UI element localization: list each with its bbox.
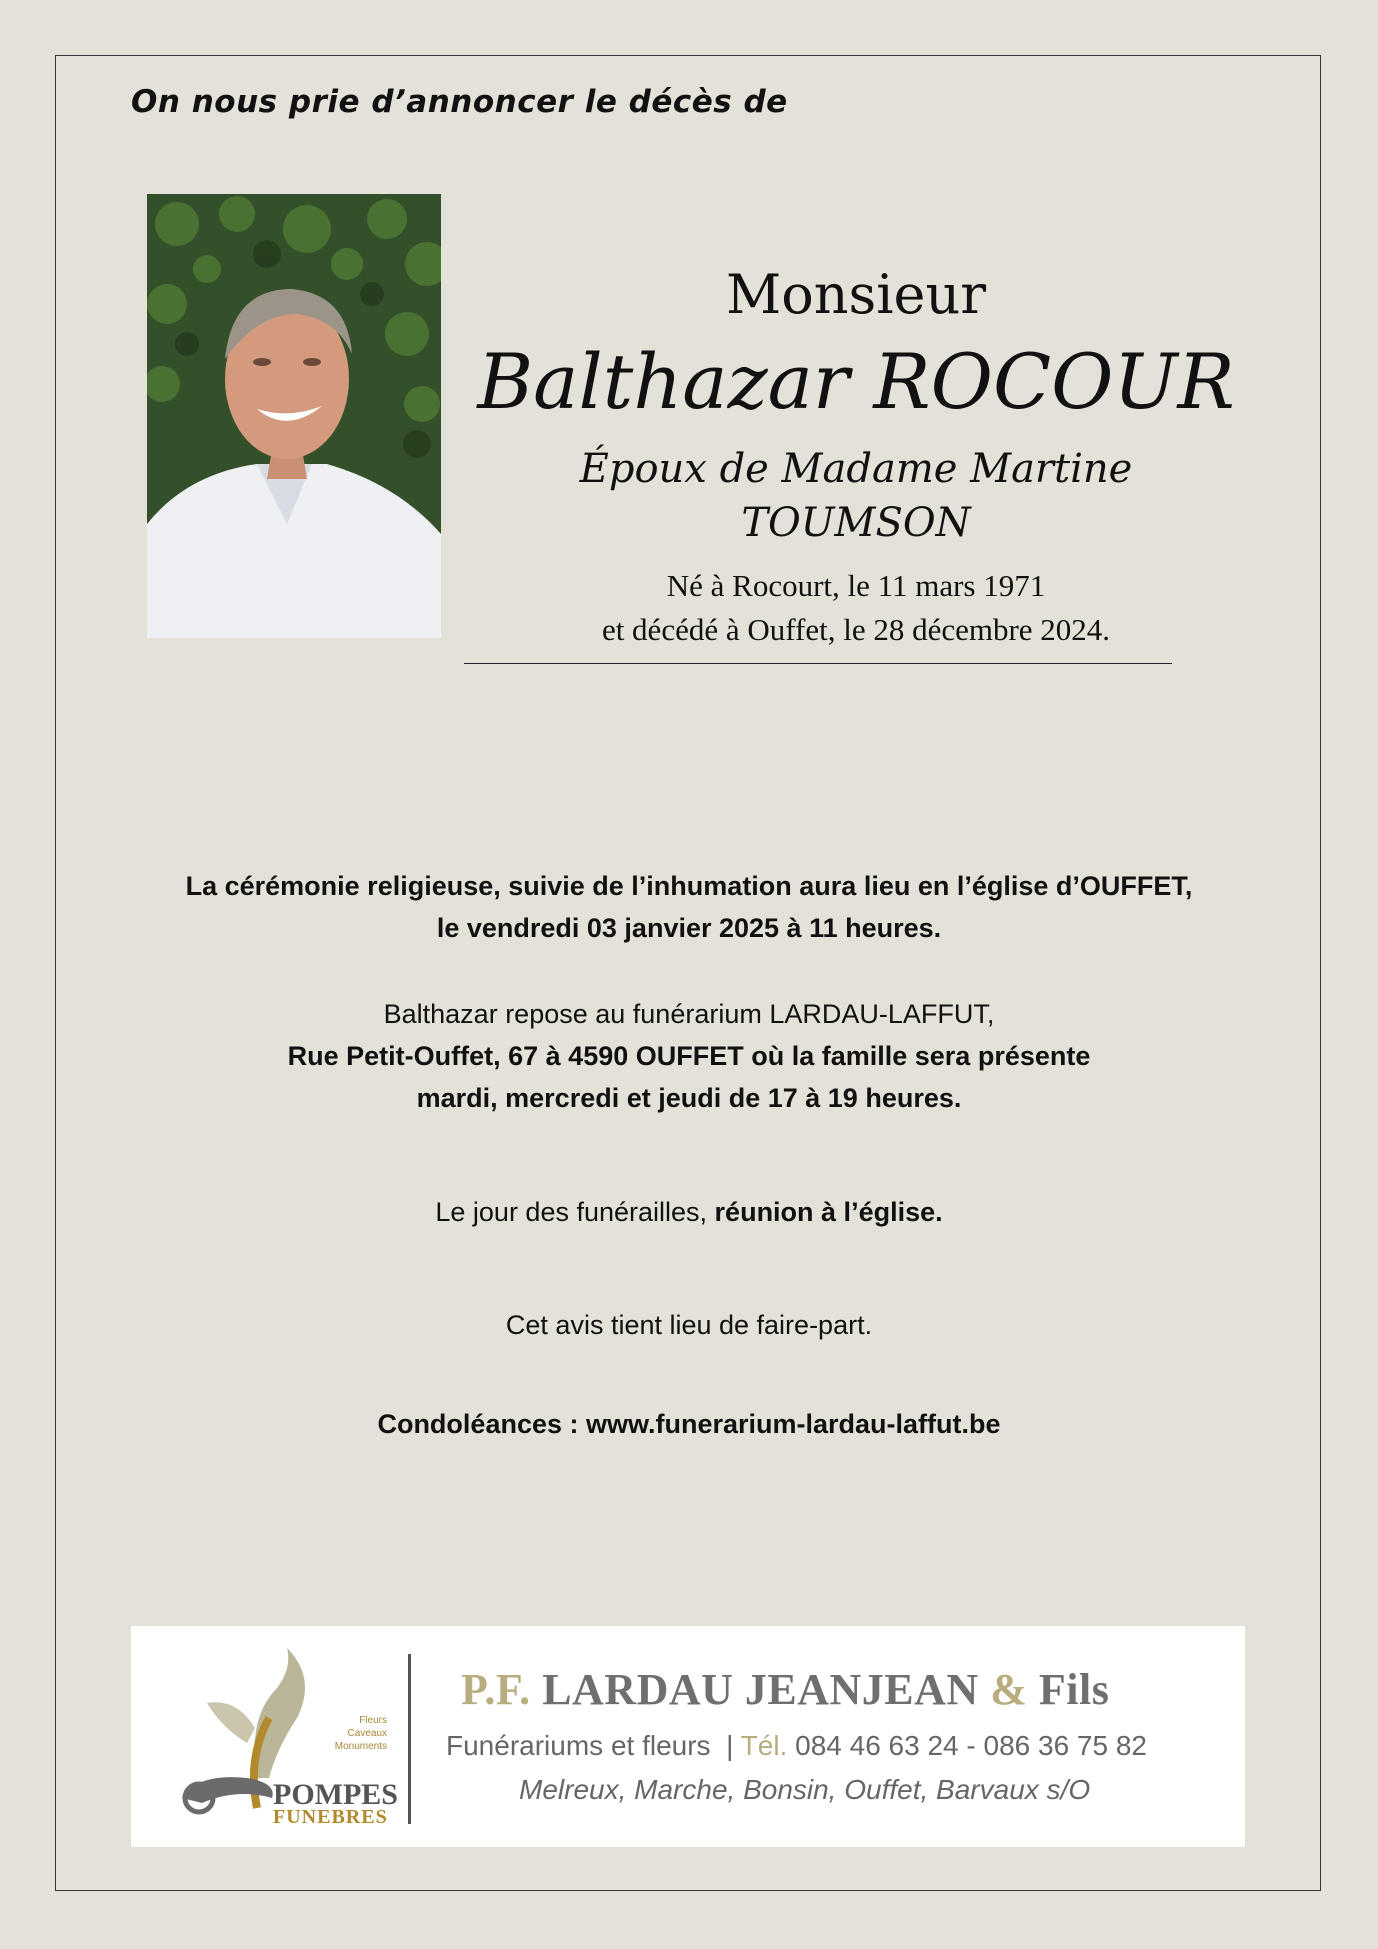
honorific: Monsieur — [725, 263, 987, 326]
logo-services — [335, 1714, 387, 1753]
logo-word-funebres: FUNEBRES — [273, 1806, 388, 1828]
ceremony-line-1: La cérémonie religieuse, suivie de l’inhumation aura lieu en l’église d’OUFFET, — [185, 871, 1193, 901]
logo-service-1: Fleurs — [359, 1715, 387, 1726]
deceased-name: Balthazar ROCOUR — [477, 337, 1235, 426]
firm-contact: Funérariums et fleurs | Tél. 084 46 63 24 - 086 36 75 82 — [446, 1730, 1147, 1761]
birth-line: Né à Rocourt, le 11 mars 1971 — [666, 568, 1046, 603]
funeral-day-line — [60, 1191, 1318, 1233]
ceremony-block — [60, 865, 1318, 949]
firm-name — [461, 1664, 1109, 1715]
phone-numbers: 084 46 63 24 - 086 36 75 82 — [795, 1730, 1147, 1761]
firm-amp: & — [990, 1665, 1028, 1714]
pompes-funebres-logo — [177, 1648, 398, 1828]
funeral-day-prefix: Le jour des funérailles, — [435, 1197, 715, 1227]
firm-pf: P.F. — [461, 1665, 531, 1714]
firm-services: Funérariums et fleurs — [446, 1730, 711, 1761]
firm-towns: Melreux, Marche, Bonsin, Ouffet, Barvaux s/O — [519, 1774, 1091, 1805]
deceased-block — [466, 260, 1246, 652]
spouse-line: Époux de Madame Martine TOUMSON — [579, 446, 1133, 546]
logo-service-2: Caveaux — [347, 1728, 387, 1739]
divider — [464, 663, 1172, 664]
funeral-day-bold: réunion à l’église. — [714, 1197, 943, 1227]
firm-main-name: LARDAU JEANJEAN — [542, 1665, 979, 1714]
tel-label: Tél. — [740, 1730, 788, 1761]
ceremony-line-2: le vendredi 03 janvier 2025 à 11 heures. — [436, 913, 942, 943]
death-line: et décédé à Ouffet, le 28 décembre 2024. — [601, 612, 1111, 647]
firm-fils: Fils — [1038, 1665, 1110, 1714]
condolences-line: Condoléances : www.funerarium-lardau-laffut.be — [377, 1409, 1001, 1439]
logo-word-pompes: POMPES — [273, 1778, 398, 1811]
logo-service-3: Monuments — [334, 1741, 387, 1752]
rest-line-3: mardi, mercredi et jeudi de 17 à 19 heures. — [416, 1083, 962, 1113]
portrait-photo — [147, 194, 441, 638]
rest-line-1: Balthazar repose au funérarium LARDAU-LAFFUT, — [383, 999, 995, 1029]
funeral-home-banner — [131, 1626, 1245, 1847]
notice-line: Cet avis tient lieu de faire-part. — [505, 1310, 873, 1340]
rest-block — [60, 993, 1318, 1119]
rest-line-2: Rue Petit-Ouffet, 67 à 4590 OUFFET où la famille sera présente — [287, 1041, 1091, 1071]
banner-separator — [408, 1654, 411, 1824]
intro-text: On nous prie d’annoncer le décès de — [131, 84, 788, 120]
